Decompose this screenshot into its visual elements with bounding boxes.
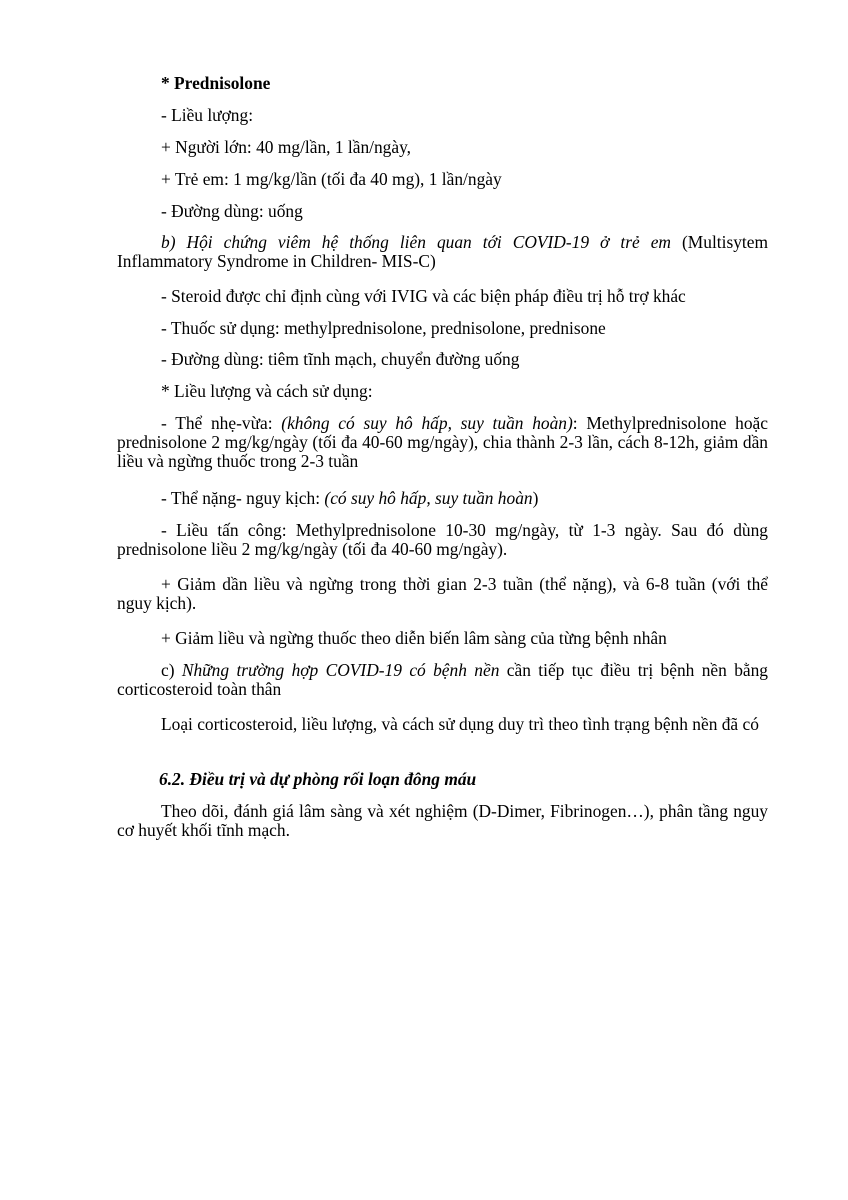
adult-dose: + Người lớn: 40 mg/lần, 1 lần/ngày, [161,137,411,157]
severe-critical-close: ) [532,488,539,508]
section-c-comorbidity [117,661,768,699]
mild-moderate-condition: (không có suy hô hấp, suy tuần hoàn) [281,413,573,433]
taper-duration: + Giảm dần liều và ngừng trong thời gian 2-3 tuần (thể nặng), và 6-8 tuần (với thể nguy kịch). [117,574,768,613]
section-b-title: b) Hội chứng viêm hệ thống liên quan tới COVID-19 ở trẻ em [161,232,671,252]
maintenance-note: Loại corticosteroid, liều lượng, và cách sử dụng duy trì theo tình trạng bệnh nền đã có [161,714,759,734]
steroid-indication: - Steroid được chỉ định cùng với IVIG và các biện pháp điều trị hỗ trợ khác [161,286,686,306]
route-iv-oral: - Đường dùng: tiêm tĩnh mạch, chuyển đường uống [161,349,520,369]
prednisolone-heading: * Prednisolone [161,73,271,93]
section-c-marker: c) [161,660,182,680]
section-6-2-heading: 6.2. Điều trị và dự phòng rối loạn đông máu [159,769,477,789]
dosage-usage-heading: * Liều lượng và cách sử dụng: [161,381,373,401]
dosage-label: - Liều lượng: [161,105,254,125]
mild-moderate-detail: : Methylprednisolone hoặc prednisolone 2 mg/kg/ngày (tối đa 40-60 mg/ngày), chia thành 2-3 lần, cách 8-12h, giảm dần liều và ngừng thuốc trong 2-3 tuần [117,413,768,471]
mild-moderate-label: - Thể nhẹ-vừa: [161,413,282,433]
mild-moderate-regimen [117,414,768,471]
route-oral: - Đường dùng: uống [161,201,303,221]
section-c-title: Những trường hợp COVID-19 có bệnh nền [181,660,500,680]
loading-dose: - Liều tấn công: Methylprednisolone 10-30 mg/ngày, từ 1-3 ngày. Sau đó dùng prednisolone liều 2 mg/kg/ngày (tối đa 40-60 mg/ngày). [117,520,768,559]
severe-critical-condition: (có suy hô hấp, suy tuần hoàn [324,488,533,508]
section-c-detail: cần tiếp tục điều trị bệnh nền bằng corticosteroid toàn thân [117,660,768,699]
child-dose: + Trẻ em: 1 mg/kg/lần (tối đa 40 mg), 1 lần/ngày [161,169,502,189]
drugs-used: - Thuốc sử dụng: methylprednisolone, prednisolone, prednisone [161,318,606,338]
severe-critical-label [117,489,768,508]
coagulation-monitoring: Theo dõi, đánh giá lâm sàng và xét nghiệm (D-Dimer, Fibrinogen…), phân tầng nguy cơ huyết khối tĩnh mạch. [117,801,768,840]
section-b-misc [117,233,768,271]
severe-critical-text: - Thể nặng- nguy kịch: [161,488,325,508]
section-b-subtitle: (Multisytem Inflammatory Syndrome in Children- MIS-C) [117,232,768,271]
taper-by-clinical-course: + Giảm liều và ngừng thuốc theo diễn biến lâm sàng của từng bệnh nhân [161,628,667,648]
